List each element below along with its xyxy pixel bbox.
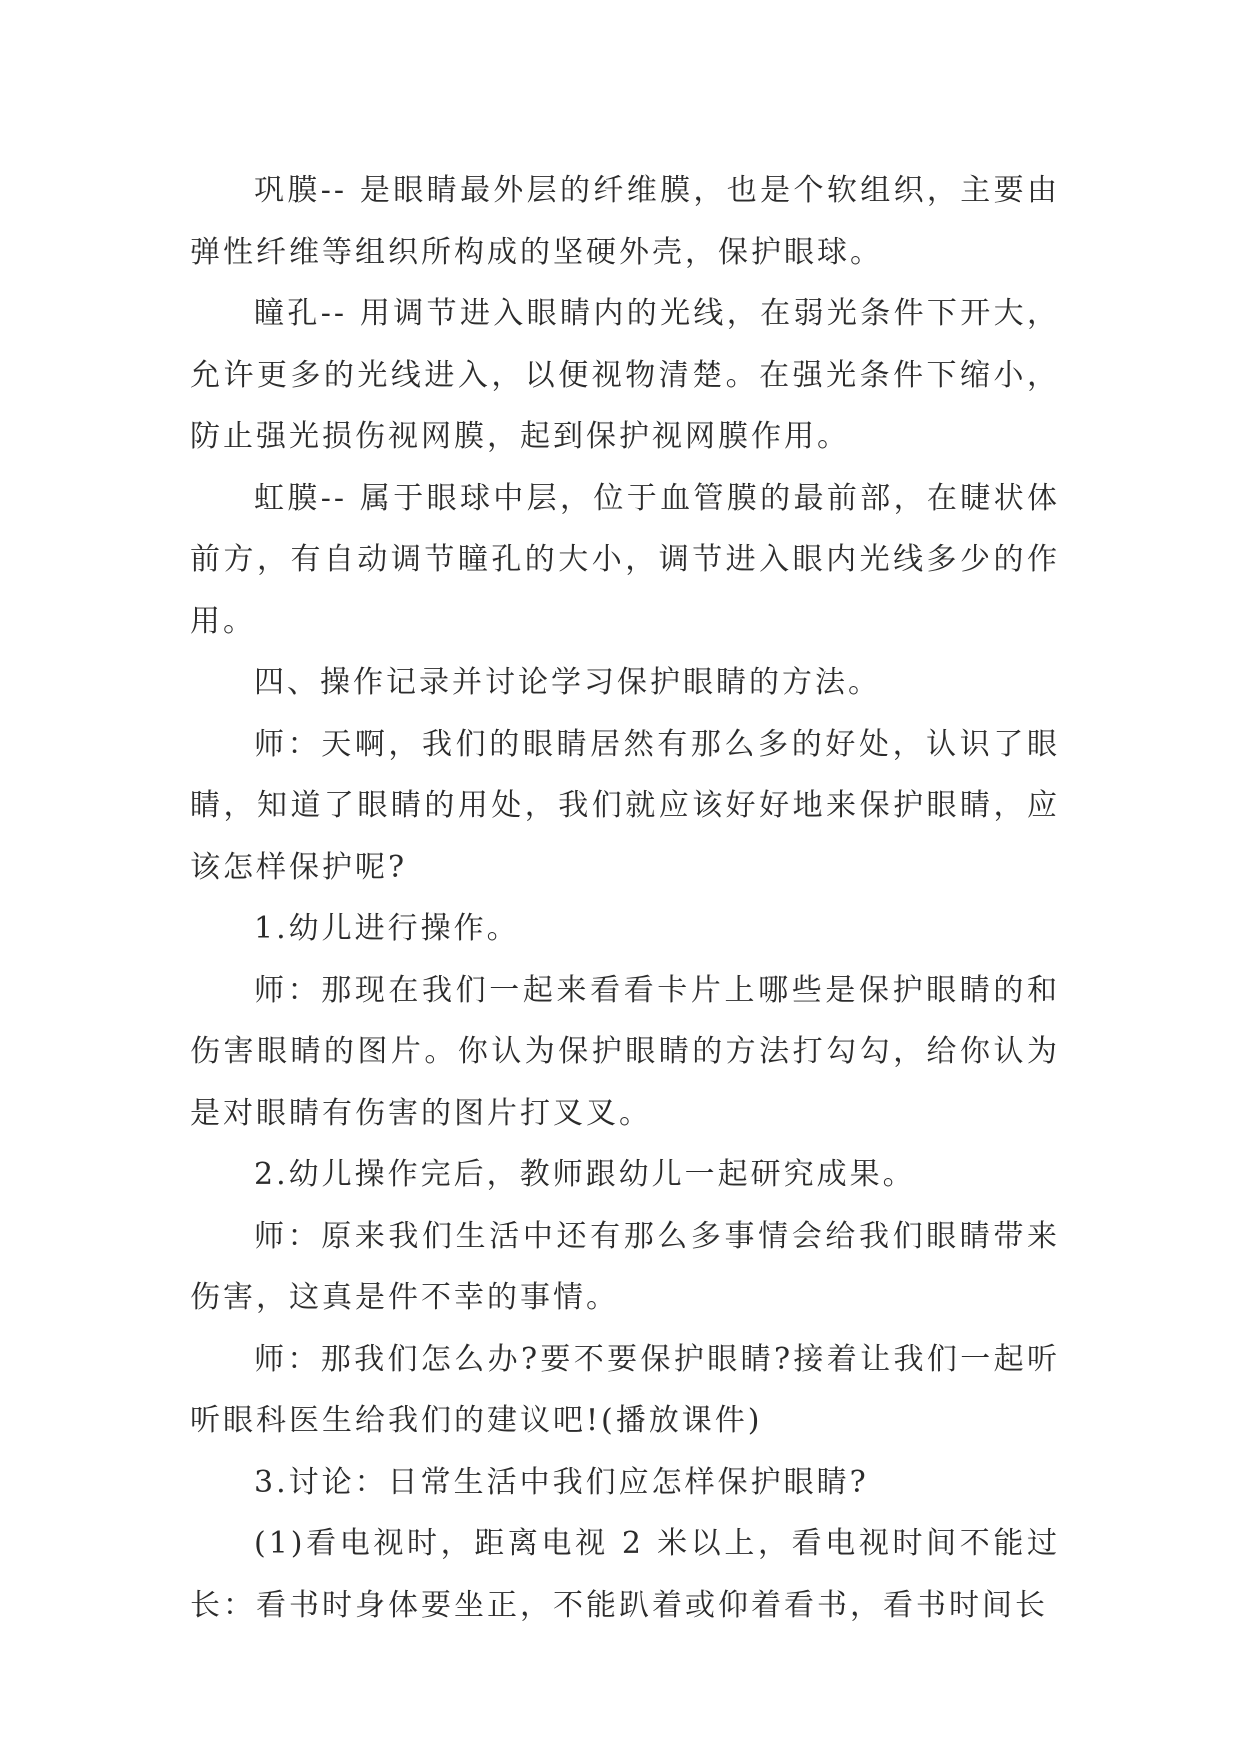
paragraph-iris: 虹膜-- 属于眼球中层，位于血管膜的最前部，在睫状体前方，有自动调节瞳孔的大小，调节进入眼内光线多少的作用。 [190, 480, 1060, 639]
step-2: 2.幼儿操作完后，教师跟幼儿一起研究成果。 [254, 1157, 916, 1192]
paragraph-sclera: 巩膜-- 是眼睛最外层的纤维膜，也是个软组织，主要由弹性纤维等组织所构成的坚硬外壳，保护眼球。 [190, 173, 1060, 270]
sub-item-1: (1)看电视时，距离电视 2 米以上，看电视时间不能过长：看书时身体要坐正，不能趴着或仰着看书，看书时间长 [190, 1526, 1060, 1623]
step-1: 1.幼儿进行操作。 [254, 911, 520, 946]
document-body [190, 160, 1060, 1636]
paragraph-teacher-2: 师：那现在我们一起来看看卡片上哪些是保护眼睛的和伤害眼睛的图片。你认为保护眼睛的方法打勾勾，给你认为是对眼睛有伤害的图片打叉叉。 [190, 972, 1060, 1131]
paragraph-teacher-4: 师：那我们怎么办?要不要保护眼睛?接着让我们一起听听眼科医生给我们的建议吧!(播放课件) [190, 1341, 1060, 1438]
step-3: 3.讨论：日常生活中我们应怎样保护眼睛? [254, 1464, 869, 1500]
paragraph-teacher-3: 师：原来我们生活中还有那么多事情会给我们眼睛带来伤害，这真是件不幸的事情。 [190, 1218, 1060, 1315]
section-heading-four: 四、操作记录并讨论学习保护眼睛的方法。 [254, 665, 881, 700]
paragraph-pupil: 瞳孔-- 用调节进入眼睛内的光线，在弱光条件下开大，允许更多的光线进入，以便视物清楚。在强光条件下缩小，防止强光损伤视网膜，起到保护视网膜作用。 [190, 296, 1060, 454]
paragraph-teacher-1: 师：天啊，我们的眼睛居然有那么多的好处，认识了眼睛，知道了眼睛的用处，我们就应该好好地来保护眼睛，应该怎样保护呢? [190, 726, 1060, 885]
